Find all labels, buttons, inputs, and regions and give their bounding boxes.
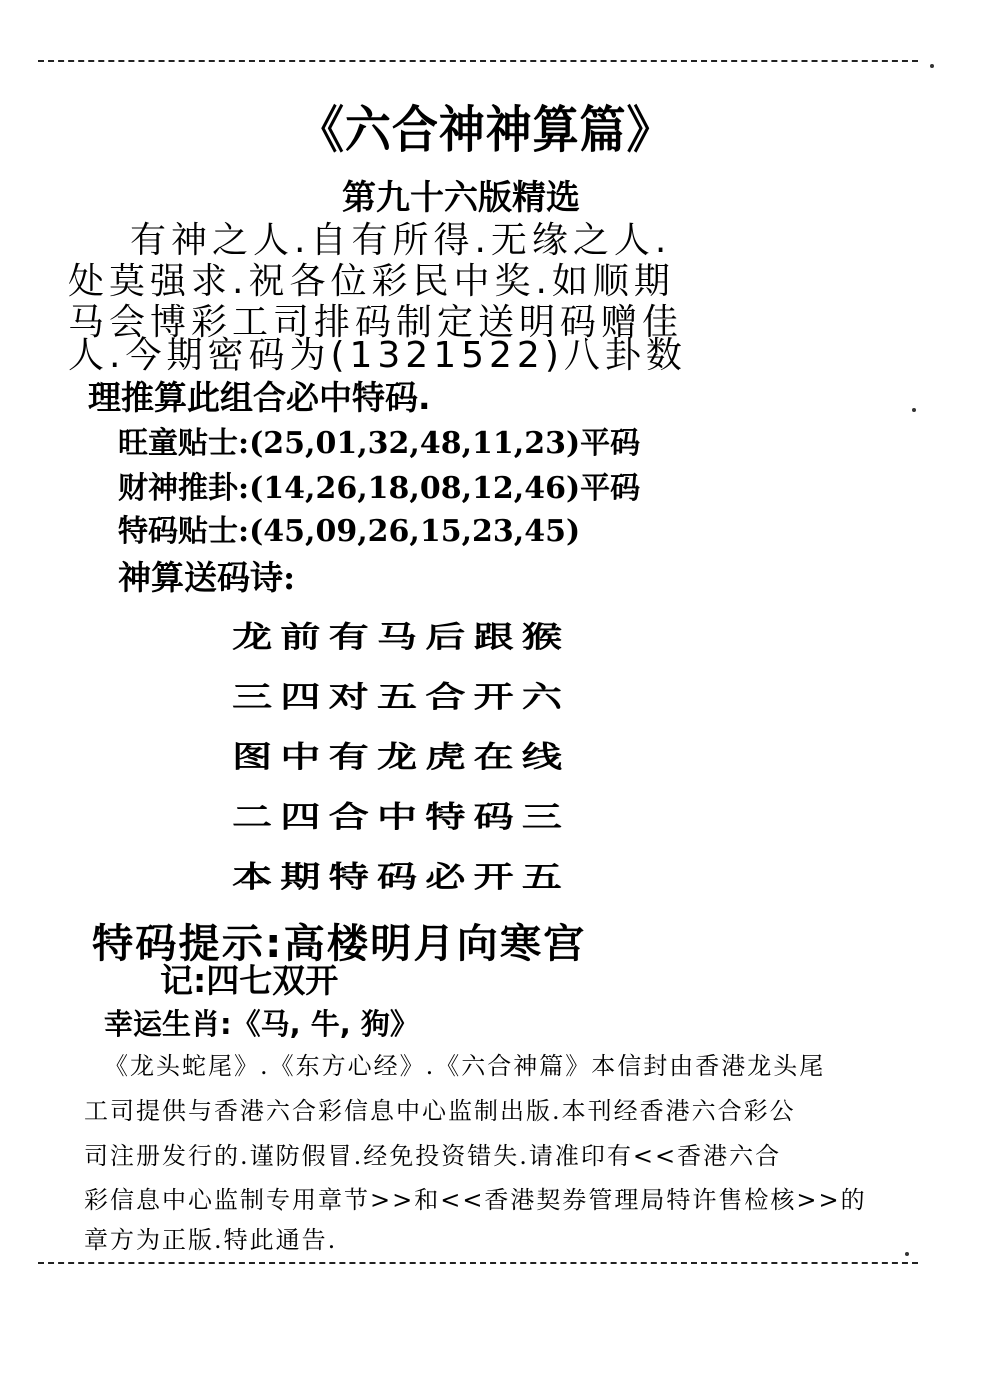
lucky-zodiac: 幸运生肖:《马, 牛, 狗》	[104, 1007, 419, 1041]
notice-line: 《龙头蛇尾》.《东方心经》.《六合神篇》本信封由香港龙头尾	[104, 1052, 826, 1080]
tip-line: 特码贴士:(45,09,26,15,23,45)	[118, 514, 581, 549]
poem-line: 二四合中特码三	[232, 800, 571, 835]
notice-line: 司注册发行的.谨防假冒.经免投资错失.请准印有<<香港六合	[84, 1142, 782, 1170]
intro-line: 有神之人.自有所得.无缘之人.	[130, 220, 672, 261]
notice-line: 章方为正版.特此通告.	[84, 1226, 338, 1254]
scan-speck	[905, 1252, 909, 1256]
poem-line: 三四对五合开六	[232, 680, 571, 715]
intro-line: 处莫强求.祝各位彩民中奖.如顺期	[68, 261, 675, 302]
notice-line: 工司提供与香港六合彩信息中心监制出版.本刊经香港六合彩公	[84, 1097, 796, 1125]
notice-line: 彩信息中心监制专用章节>>和<<香港契券管理局特许售检核>>的	[84, 1186, 867, 1214]
intro-line: 马会博彩工司排码制定送明码赠佳	[68, 302, 684, 343]
scan-speck	[930, 64, 934, 68]
poem-line: 龙前有马后跟猴	[232, 620, 571, 655]
bottom-border	[38, 1262, 918, 1264]
edition-subtitle: 第九十六版精选	[342, 178, 580, 218]
tip-line: 旺童贴士:(25,01,32,48,11,23)平码	[118, 426, 641, 461]
poem-line: 本期特码必开五	[232, 860, 571, 895]
tip-line: 财神推卦:(14,26,18,08,12,46)平码	[118, 471, 641, 506]
special-hint: 特码提示:高楼明月向寒宫	[92, 921, 587, 967]
reasoning-line: 理推算此组合必中特码.	[88, 378, 431, 417]
scan-speck	[912, 408, 916, 412]
poem-line: 图中有龙虎在线	[232, 740, 571, 775]
intro-line: 人.今期密码为(1321522)八卦数	[68, 335, 687, 376]
top-border	[38, 60, 918, 62]
poem-heading: 神算送码诗:	[118, 558, 296, 597]
special-memo: 记:四七双开	[160, 961, 339, 1000]
page-title: 《六合神神算篇》	[298, 100, 674, 159]
